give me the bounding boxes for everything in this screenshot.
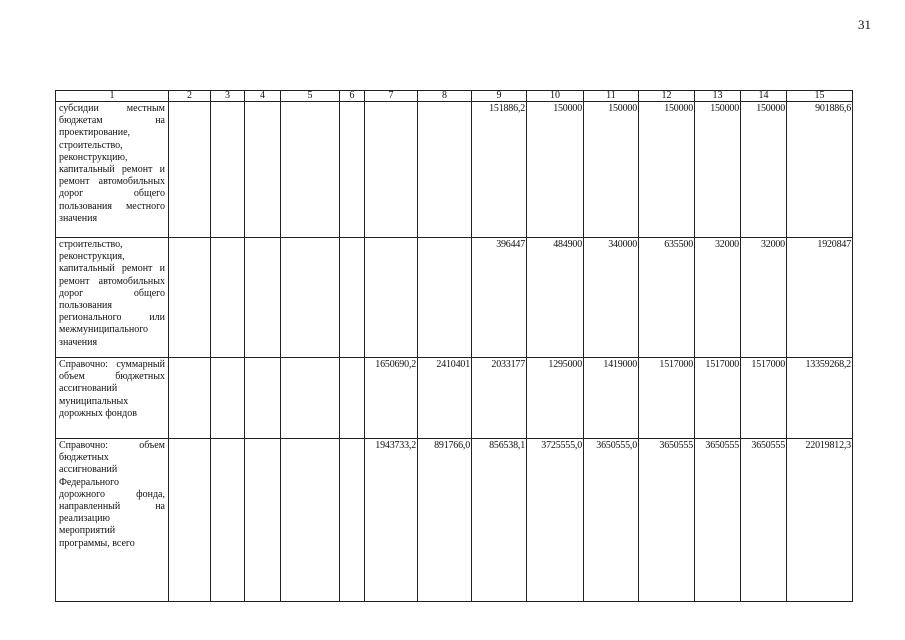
- table-cell: [365, 238, 418, 358]
- table-cell: 32000: [741, 238, 787, 358]
- table-cell: 2410401: [418, 358, 472, 439]
- table-cell: [418, 102, 472, 238]
- table-cell: 1920847: [787, 238, 853, 358]
- table-cell: 3725555,0: [527, 439, 584, 602]
- table-cell: 3650555: [741, 439, 787, 602]
- table-cell: [211, 439, 245, 602]
- table-cell: 150000: [741, 102, 787, 238]
- col-header-12: 12: [639, 91, 695, 102]
- col-header-8: 8: [418, 91, 472, 102]
- table-cell: 151886,2: [472, 102, 527, 238]
- table-cell: [169, 358, 211, 439]
- table-row: [56, 102, 853, 238]
- table-cell: [340, 102, 365, 238]
- row-description: строительство, реконструкция, капитальный ремонт и ремонт автомобильных дорог общего пользования регионального или межмуниципального значения: [56, 238, 169, 358]
- col-header-11: 11: [584, 91, 639, 102]
- table-cell: [281, 238, 340, 358]
- table-cell: [169, 102, 211, 238]
- table-cell: 1943733,2: [365, 439, 418, 602]
- col-header-15: 15: [787, 91, 853, 102]
- table-header: [56, 91, 853, 102]
- table-cell: [211, 102, 245, 238]
- col-header-7: 7: [365, 91, 418, 102]
- table-cell: 891766,0: [418, 439, 472, 602]
- table-cell: 2033177: [472, 358, 527, 439]
- table-cell: 1517000: [695, 358, 741, 439]
- table-cell: 3650555: [639, 439, 695, 602]
- table-cell: 22019812,3: [787, 439, 853, 602]
- table-cell: [245, 358, 281, 439]
- col-header-9: 9: [472, 91, 527, 102]
- table-cell: 635500: [639, 238, 695, 358]
- table-row: [56, 358, 853, 439]
- col-header-10: 10: [527, 91, 584, 102]
- table-cell: [281, 358, 340, 439]
- col-header-6: 6: [340, 91, 365, 102]
- col-header-13: 13: [695, 91, 741, 102]
- table-cell: [245, 238, 281, 358]
- table-cell: [245, 102, 281, 238]
- table-cell: 484900: [527, 238, 584, 358]
- table-cell: 1517000: [639, 358, 695, 439]
- table-cell: [169, 238, 211, 358]
- table-cell: [169, 439, 211, 602]
- table-cell: 3650555,0: [584, 439, 639, 602]
- table-cell: 150000: [695, 102, 741, 238]
- table-cell: [418, 238, 472, 358]
- table-cell: 396447: [472, 238, 527, 358]
- row-description: Справочно: объем бюджетных ассигнований Федерального дорожного фонда, направленный на реализацию мероприятий программы, всего: [56, 439, 169, 602]
- table-cell: 340000: [584, 238, 639, 358]
- table-cell: 13359268,2: [787, 358, 853, 439]
- table-cell: 901886,6: [787, 102, 853, 238]
- table-cell: [211, 238, 245, 358]
- table-cell: 1650690,2: [365, 358, 418, 439]
- table-cell: 150000: [584, 102, 639, 238]
- table-cell: 150000: [527, 102, 584, 238]
- table-cell: 150000: [639, 102, 695, 238]
- row-description: субсидии местным бюджетам на проектирование, строительство, реконструкцию, капитальный ремонт и ремонт автомобильных дорог общего пользования местного значения: [56, 102, 169, 238]
- budget-table: [55, 90, 853, 602]
- col-header-5: 5: [281, 91, 340, 102]
- table-cell: [211, 358, 245, 439]
- header-row: [56, 91, 853, 102]
- row-description: Справочно: суммарный объем бюджетных ассигнований муниципальных дорожных фондов: [56, 358, 169, 439]
- col-header-14: 14: [741, 91, 787, 102]
- col-header-4: 4: [245, 91, 281, 102]
- table-row: [56, 238, 853, 358]
- table-cell: [245, 439, 281, 602]
- table-cell: 1295000: [527, 358, 584, 439]
- table-cell: 1419000: [584, 358, 639, 439]
- table-cell: 1517000: [741, 358, 787, 439]
- table-cell: [340, 238, 365, 358]
- col-header-2: 2: [169, 91, 211, 102]
- table-cell: [281, 439, 340, 602]
- page-number: 31: [858, 17, 871, 32]
- table-cell: 3650555: [695, 439, 741, 602]
- col-header-3: 3: [211, 91, 245, 102]
- table-cell: 32000: [695, 238, 741, 358]
- table-cell: [365, 102, 418, 238]
- table-cell: [340, 439, 365, 602]
- col-header-1: 1: [56, 91, 169, 102]
- table-cell: [340, 358, 365, 439]
- table-row: [56, 439, 853, 602]
- table-cell: 856538,1: [472, 439, 527, 602]
- table-cell: [281, 102, 340, 238]
